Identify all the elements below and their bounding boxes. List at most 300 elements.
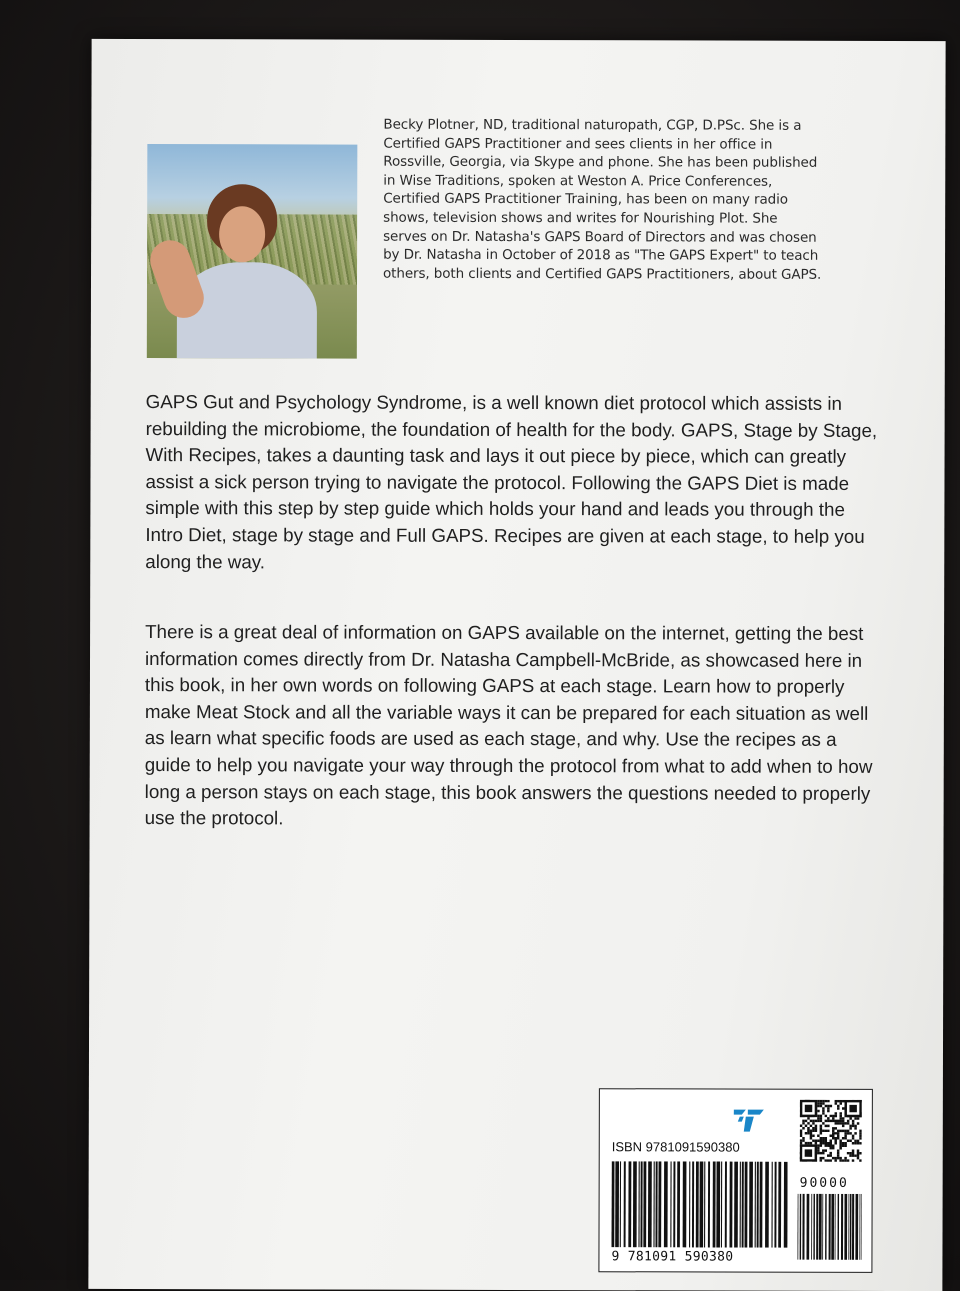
qr-module bbox=[832, 1144, 834, 1146]
qr-module bbox=[834, 1159, 836, 1161]
barcode-bar bbox=[708, 1162, 710, 1248]
qr-module bbox=[825, 1125, 827, 1127]
qr-module bbox=[857, 1154, 859, 1156]
qr-module bbox=[820, 1152, 822, 1154]
qr-module bbox=[842, 1117, 844, 1119]
author-bio: Becky Plotner, ND, traditional naturopath, CGP, D.PSc. She is a Certified GAPS Practitioner and sees clients in her office in Rossville, Georgia, via Skype and phone. She has been published in Wise Traditions, spoken at Weston A. Price Conferences, Certified GAPS Practitioner Training, has been on many radio shows, television shows and writes for Nourishing Plot. She serves on Dr. Natasha's GAPS Board of Directors and was chosen by Dr. Natasha in October of 2018 as "The GAPS Expert" to teach others, both clients and Certified GAPS Practitioners, about GAPS. bbox=[383, 116, 822, 283]
qr-module bbox=[820, 1132, 822, 1134]
publisher-logo-icon bbox=[732, 1106, 766, 1134]
barcode-bar bbox=[677, 1161, 680, 1247]
qr-module bbox=[837, 1154, 839, 1156]
qr-module bbox=[817, 1139, 819, 1141]
qr-module bbox=[822, 1122, 824, 1124]
qr-module bbox=[837, 1105, 839, 1107]
qr-module bbox=[827, 1110, 829, 1112]
qr-module bbox=[817, 1149, 819, 1151]
qr-module bbox=[839, 1159, 841, 1161]
qr-module bbox=[847, 1159, 849, 1161]
qr-module bbox=[820, 1127, 822, 1129]
qr-module bbox=[829, 1152, 831, 1154]
qr-module bbox=[817, 1147, 819, 1149]
qr-module bbox=[822, 1149, 824, 1151]
qr-module bbox=[852, 1149, 854, 1151]
barcode-bar bbox=[638, 1161, 639, 1247]
barcode-bar bbox=[844, 1194, 847, 1260]
qr-module bbox=[810, 1132, 812, 1134]
qr-module bbox=[817, 1102, 819, 1104]
qr-module bbox=[822, 1137, 824, 1139]
barcode-bar bbox=[633, 1161, 637, 1247]
qr-module bbox=[827, 1154, 829, 1156]
barcode-bar bbox=[825, 1194, 827, 1260]
barcode-bar bbox=[696, 1161, 699, 1247]
qr-module bbox=[832, 1127, 834, 1129]
barcode-bar bbox=[859, 1194, 860, 1260]
qr-module bbox=[815, 1139, 817, 1141]
qr-module bbox=[857, 1117, 859, 1119]
qr-module bbox=[847, 1152, 849, 1154]
qr-module bbox=[859, 1135, 861, 1137]
qr-module bbox=[835, 1115, 837, 1117]
qr-module bbox=[839, 1130, 841, 1132]
qr-module bbox=[857, 1149, 859, 1151]
barcode-bar bbox=[615, 1161, 619, 1247]
qr-module bbox=[829, 1144, 831, 1146]
qr-module bbox=[839, 1122, 841, 1124]
qr-module bbox=[832, 1132, 834, 1134]
qr-module bbox=[820, 1120, 822, 1122]
barcode-bar bbox=[855, 1194, 858, 1260]
qr-module bbox=[829, 1154, 831, 1156]
qr-module bbox=[832, 1117, 834, 1119]
qr-module bbox=[820, 1105, 822, 1107]
qr-module bbox=[832, 1147, 834, 1149]
qr-module bbox=[835, 1102, 837, 1104]
barcode-bar bbox=[699, 1161, 703, 1247]
qr-module bbox=[837, 1149, 839, 1151]
qr-module bbox=[844, 1144, 846, 1146]
barcode-bar bbox=[725, 1162, 727, 1248]
qr-module bbox=[822, 1139, 824, 1141]
qr-module bbox=[825, 1149, 827, 1151]
qr-module bbox=[825, 1100, 827, 1102]
qr-module bbox=[844, 1130, 846, 1132]
qr-module bbox=[837, 1130, 839, 1132]
qr-module bbox=[822, 1142, 824, 1144]
qr-module bbox=[802, 1139, 804, 1141]
qr-module bbox=[832, 1120, 834, 1122]
qr-module bbox=[844, 1132, 846, 1134]
barcode-bar bbox=[658, 1161, 661, 1247]
qr-module bbox=[822, 1102, 824, 1104]
barcode-bar bbox=[704, 1161, 705, 1247]
qr-module bbox=[859, 1132, 861, 1134]
qr-module bbox=[815, 1130, 817, 1132]
qr-finder bbox=[805, 1105, 812, 1112]
barcode-bar bbox=[620, 1161, 621, 1247]
qr-module bbox=[820, 1137, 822, 1139]
barcode-bar bbox=[670, 1161, 671, 1247]
qr-module bbox=[842, 1137, 844, 1139]
qr-module bbox=[849, 1127, 851, 1129]
qr-module bbox=[847, 1122, 849, 1124]
qr-module bbox=[854, 1132, 856, 1134]
barcode-bar bbox=[664, 1161, 668, 1247]
barcode-bar bbox=[829, 1194, 831, 1260]
qr-module bbox=[857, 1140, 859, 1142]
qr-module bbox=[829, 1159, 831, 1161]
qr-module bbox=[842, 1122, 844, 1124]
barcode-bar bbox=[835, 1194, 836, 1260]
qr-module bbox=[817, 1152, 819, 1154]
qr-module bbox=[815, 1127, 817, 1129]
barcode-bar bbox=[861, 1194, 862, 1260]
qr-module bbox=[805, 1142, 807, 1144]
qr-module bbox=[849, 1117, 851, 1119]
barcode-bar bbox=[784, 1162, 788, 1248]
qr-module bbox=[810, 1125, 812, 1127]
qr-module bbox=[802, 1127, 804, 1129]
barcode-bar bbox=[683, 1161, 687, 1247]
barcode-bar bbox=[816, 1194, 818, 1260]
author-photo bbox=[147, 144, 358, 359]
qr-module bbox=[805, 1120, 807, 1122]
barcode-bar bbox=[749, 1162, 753, 1248]
barcode-bar bbox=[640, 1161, 642, 1247]
qr-module bbox=[810, 1137, 812, 1139]
qr-module bbox=[837, 1120, 839, 1122]
qr-module bbox=[839, 1115, 841, 1117]
qr-module bbox=[812, 1134, 814, 1136]
qr-module bbox=[810, 1120, 812, 1122]
qr-module bbox=[810, 1142, 812, 1144]
qr-module bbox=[832, 1135, 834, 1137]
qr-module bbox=[842, 1107, 844, 1109]
qr-module bbox=[859, 1142, 861, 1144]
qr-module bbox=[852, 1120, 854, 1122]
qr-module bbox=[812, 1127, 814, 1129]
qr-module bbox=[800, 1132, 802, 1134]
qr-finder bbox=[849, 1105, 856, 1112]
barcode-bar bbox=[841, 1194, 843, 1260]
qr-module bbox=[854, 1117, 856, 1119]
qr-module bbox=[849, 1154, 851, 1156]
barcode-bar bbox=[800, 1194, 802, 1260]
qr-finder bbox=[805, 1149, 812, 1156]
qr-module bbox=[849, 1132, 851, 1134]
qr-module bbox=[825, 1137, 827, 1139]
qr-module bbox=[844, 1159, 846, 1161]
qr-module bbox=[839, 1120, 841, 1122]
barcode-bar bbox=[797, 1194, 798, 1260]
qr-module bbox=[815, 1142, 817, 1144]
barcode-bar bbox=[778, 1162, 781, 1248]
barcode-bar bbox=[850, 1194, 852, 1260]
qr-module bbox=[842, 1120, 844, 1122]
qr-module bbox=[820, 1125, 822, 1127]
qr-module bbox=[852, 1142, 854, 1144]
qr-module bbox=[837, 1107, 839, 1109]
price-code: 90000 bbox=[799, 1175, 849, 1191]
barcode-bar bbox=[628, 1161, 631, 1247]
qr-module bbox=[822, 1100, 824, 1102]
qr-module bbox=[807, 1142, 809, 1144]
qr-module bbox=[852, 1137, 854, 1139]
qr-module bbox=[815, 1125, 817, 1127]
qr-module bbox=[842, 1130, 844, 1132]
qr-module bbox=[827, 1159, 829, 1161]
qr-module bbox=[825, 1139, 827, 1141]
barcode-bar bbox=[831, 1194, 834, 1260]
qr-module bbox=[820, 1159, 822, 1161]
qr-module bbox=[839, 1147, 841, 1149]
qr-module bbox=[820, 1100, 822, 1102]
qr-module bbox=[802, 1120, 804, 1122]
qr-module bbox=[840, 1102, 842, 1104]
qr-module bbox=[802, 1137, 804, 1139]
barcode-bar bbox=[852, 1194, 854, 1260]
qr-module bbox=[825, 1142, 827, 1144]
qr-module bbox=[825, 1159, 827, 1161]
qr-module bbox=[832, 1137, 834, 1139]
qr-module bbox=[822, 1130, 824, 1132]
qr-module bbox=[844, 1137, 846, 1139]
qr-module bbox=[837, 1132, 839, 1134]
qr-module bbox=[834, 1157, 836, 1159]
qr-module bbox=[832, 1130, 834, 1132]
barcode-bar bbox=[611, 1161, 614, 1247]
qr-module bbox=[817, 1110, 819, 1112]
qr-module bbox=[854, 1125, 856, 1127]
qr-module bbox=[827, 1144, 829, 1146]
qr-module bbox=[835, 1120, 837, 1122]
qr-module bbox=[857, 1157, 859, 1159]
price-barcode bbox=[797, 1194, 861, 1260]
qr-module bbox=[807, 1117, 809, 1119]
qr-module bbox=[839, 1117, 841, 1119]
qr-module bbox=[842, 1142, 844, 1144]
barcode-bar bbox=[721, 1162, 722, 1248]
barcode-bar bbox=[742, 1162, 744, 1248]
barcode-bar bbox=[734, 1162, 738, 1248]
qr-module bbox=[827, 1142, 829, 1144]
qr-module bbox=[842, 1144, 844, 1146]
barcode-bar bbox=[813, 1194, 815, 1260]
qr-module bbox=[835, 1100, 837, 1102]
qr-module bbox=[830, 1105, 832, 1107]
qr-module bbox=[820, 1102, 822, 1104]
qr-module bbox=[827, 1130, 829, 1132]
qr-module bbox=[812, 1139, 814, 1141]
qr-module bbox=[820, 1139, 822, 1141]
barcode-bar bbox=[624, 1161, 626, 1247]
qr-module bbox=[849, 1152, 851, 1154]
qr-module bbox=[857, 1142, 859, 1144]
qr-module bbox=[854, 1127, 856, 1129]
qr-module bbox=[817, 1100, 819, 1102]
qr-module bbox=[859, 1159, 861, 1161]
qr-module bbox=[844, 1122, 846, 1124]
qr-module bbox=[827, 1120, 829, 1122]
qr-module bbox=[854, 1154, 856, 1156]
qr-module bbox=[839, 1142, 841, 1144]
qr-module bbox=[847, 1120, 849, 1122]
qr-module bbox=[829, 1147, 831, 1149]
qr-module bbox=[859, 1130, 861, 1132]
qr-module bbox=[837, 1152, 839, 1154]
barcode-box bbox=[598, 1088, 872, 1273]
isbn-label: ISBN 9781091590380 bbox=[611, 1139, 740, 1155]
qr-module bbox=[844, 1142, 846, 1144]
barcode-bar bbox=[713, 1162, 716, 1248]
barcode-bar bbox=[771, 1162, 772, 1248]
description-paragraph-1: GAPS Gut and Psychology Syndrome, is a well known diet protocol which assists in rebuilding the microbiome, the foundation of health for the body. GAPS, Stage by Stage, With Recipes, takes a daunting task and lays it out piece by piece, which can greatly assist a sick person trying to navigate the protocol. Following the GAPS Diet is made simple with this step by step guide which holds your hand and leads you through the Intro Diet, stage by stage and Full GAPS. Recipes are given at each stage, to help you along the way. bbox=[145, 391, 878, 572]
qr-module bbox=[857, 1152, 859, 1154]
barcode-bar bbox=[744, 1162, 747, 1248]
qr-module bbox=[817, 1115, 819, 1117]
qr-module bbox=[810, 1130, 812, 1132]
qr-module bbox=[839, 1157, 841, 1159]
qr-module bbox=[815, 1120, 817, 1122]
book-back-cover bbox=[88, 39, 945, 1291]
barcode-bar bbox=[760, 1162, 763, 1248]
qr-module bbox=[817, 1135, 819, 1137]
qr-module bbox=[830, 1142, 832, 1144]
qr-module bbox=[854, 1140, 856, 1142]
qr-module bbox=[844, 1157, 846, 1159]
qr-module bbox=[807, 1132, 809, 1134]
qr-module bbox=[807, 1127, 809, 1129]
qr-module bbox=[852, 1159, 854, 1161]
qr-module bbox=[837, 1135, 839, 1137]
qr-module bbox=[854, 1142, 856, 1144]
qr-module bbox=[800, 1125, 802, 1127]
barcode-bar bbox=[729, 1162, 732, 1248]
qr-module bbox=[847, 1132, 849, 1134]
qr-module bbox=[807, 1122, 809, 1124]
qr-module bbox=[840, 1112, 842, 1114]
qr-module bbox=[839, 1140, 841, 1142]
qr-module bbox=[834, 1142, 836, 1144]
barcode-bar bbox=[806, 1194, 809, 1260]
qr-module bbox=[842, 1125, 844, 1127]
qr-module bbox=[849, 1140, 851, 1142]
barcode-bar bbox=[802, 1194, 804, 1260]
qr-module bbox=[837, 1157, 839, 1159]
qr-module bbox=[859, 1137, 861, 1139]
barcode-bar bbox=[774, 1162, 776, 1248]
qr-module bbox=[834, 1132, 836, 1134]
qr-module bbox=[837, 1100, 839, 1102]
qr-module bbox=[822, 1112, 824, 1114]
qr-module bbox=[817, 1144, 819, 1146]
qr-module bbox=[837, 1137, 839, 1139]
qr-module bbox=[812, 1122, 814, 1124]
qr-module bbox=[837, 1122, 839, 1124]
qr-module bbox=[800, 1130, 802, 1132]
qr-module bbox=[827, 1105, 829, 1107]
qr-module bbox=[820, 1142, 822, 1144]
qr-module bbox=[852, 1135, 854, 1137]
barcode-bar bbox=[848, 1194, 849, 1260]
barcode-bar bbox=[673, 1161, 675, 1247]
qr-module bbox=[842, 1159, 844, 1161]
qr-module bbox=[832, 1115, 834, 1117]
qr-module bbox=[859, 1152, 861, 1154]
qr-module bbox=[800, 1139, 802, 1141]
barcode-bar bbox=[689, 1161, 690, 1247]
barcode-bar bbox=[655, 1161, 657, 1247]
qr-module bbox=[800, 1142, 802, 1144]
qr-module bbox=[830, 1120, 832, 1122]
qr-module bbox=[852, 1125, 854, 1127]
qr-module bbox=[800, 1134, 802, 1136]
qr-module bbox=[844, 1135, 846, 1137]
qr-module bbox=[807, 1130, 809, 1132]
qr-module bbox=[834, 1140, 836, 1142]
barcode-bar bbox=[837, 1194, 839, 1260]
qr-module bbox=[825, 1120, 827, 1122]
barcode-bar bbox=[819, 1194, 822, 1260]
qr-module bbox=[842, 1100, 844, 1102]
qr-module bbox=[827, 1117, 829, 1119]
isbn-barcode bbox=[611, 1161, 787, 1247]
barcode-bar bbox=[648, 1161, 652, 1247]
qr-module bbox=[820, 1130, 822, 1132]
qr-module bbox=[835, 1127, 837, 1129]
barcode-bar bbox=[692, 1161, 694, 1247]
qr-module bbox=[834, 1137, 836, 1139]
qr-module bbox=[832, 1157, 834, 1159]
qr-code-icon bbox=[800, 1100, 862, 1162]
qr-module bbox=[852, 1122, 854, 1124]
barcode-bar bbox=[822, 1194, 823, 1260]
qr-module bbox=[805, 1125, 807, 1127]
barcode-number: 9 781091 590380 bbox=[611, 1249, 734, 1265]
qr-module bbox=[817, 1120, 819, 1122]
photo-person-face bbox=[219, 206, 265, 262]
barcode-bar bbox=[643, 1161, 646, 1247]
qr-module bbox=[822, 1107, 824, 1109]
qr-module bbox=[820, 1115, 822, 1117]
qr-module bbox=[852, 1154, 854, 1156]
qr-module bbox=[825, 1130, 827, 1132]
barcode-bar bbox=[811, 1194, 812, 1260]
qr-module bbox=[852, 1152, 854, 1154]
qr-module bbox=[820, 1157, 822, 1159]
qr-module bbox=[857, 1122, 859, 1124]
barcode-bar bbox=[757, 1162, 759, 1248]
qr-module bbox=[827, 1107, 829, 1109]
qr-module bbox=[849, 1125, 851, 1127]
qr-module bbox=[817, 1105, 819, 1107]
barcode-bar bbox=[653, 1161, 654, 1247]
barcode-bar bbox=[740, 1162, 741, 1248]
qr-module bbox=[822, 1152, 824, 1154]
qr-module bbox=[820, 1117, 822, 1119]
qr-module bbox=[822, 1157, 824, 1159]
qr-module bbox=[825, 1105, 827, 1107]
qr-module bbox=[825, 1115, 827, 1117]
qr-module bbox=[805, 1132, 807, 1134]
qr-module bbox=[810, 1134, 812, 1136]
qr-module bbox=[839, 1144, 841, 1146]
qr-module bbox=[825, 1144, 827, 1146]
barcode-bar bbox=[716, 1162, 720, 1248]
qr-module bbox=[822, 1110, 824, 1112]
qr-module bbox=[817, 1117, 819, 1119]
qr-module bbox=[827, 1125, 829, 1127]
